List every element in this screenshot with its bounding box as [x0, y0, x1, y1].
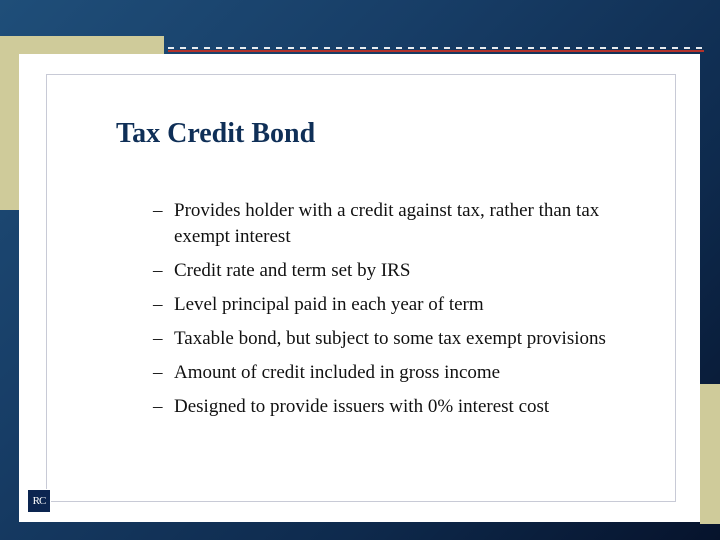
bullet-item — [153, 326, 653, 352]
bullet-item — [153, 360, 653, 386]
company-logo: RC — [27, 489, 51, 513]
bullet-dash: – — [153, 200, 163, 221]
bullet-item — [153, 258, 653, 284]
bullet-dash: – — [153, 294, 163, 315]
decorative-dotted-rule — [168, 47, 704, 49]
bullet-text: Designed to provide issuers with 0% interest cost — [174, 396, 550, 417]
bullet-text: Taxable bond, but subject to some tax exempt provisions — [174, 328, 606, 349]
accent-block-bottom-right — [700, 384, 720, 524]
bullet-text: Amount of credit included in gross income — [174, 362, 501, 383]
bullet-dash: – — [153, 328, 163, 349]
bullet-item — [153, 292, 653, 318]
slide-title: Tax Credit Bond — [116, 118, 316, 149]
bullet-dash: – — [153, 396, 163, 417]
bullet-dash: – — [153, 260, 163, 281]
bullet-text: Level principal paid in each year of term — [174, 294, 484, 315]
bullet-item — [153, 198, 653, 250]
slide-content-panel — [19, 54, 700, 522]
bullet-item — [153, 394, 653, 420]
decorative-red-rule — [168, 50, 704, 52]
bullet-list — [153, 198, 653, 428]
bullet-text: Provides holder with a credit against tax, rather than tax exempt interest — [174, 200, 600, 247]
bullet-dash: – — [153, 362, 163, 383]
bullet-text: Credit rate and term set by IRS — [174, 260, 411, 281]
